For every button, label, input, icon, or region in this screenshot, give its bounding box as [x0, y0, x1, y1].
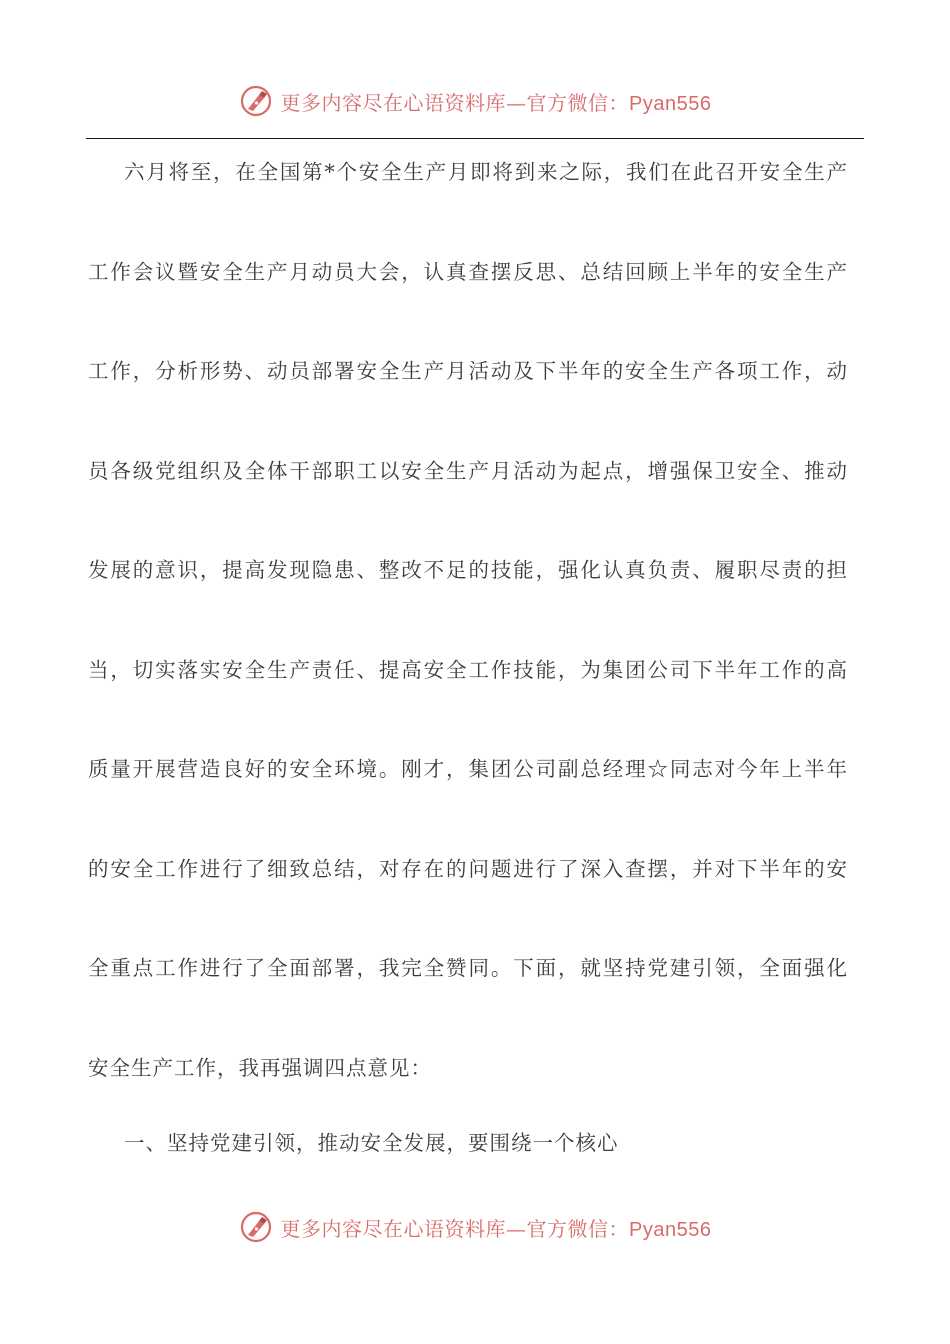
header-watermark — [0, 84, 950, 118]
watermark-text: 更多内容尽在心语资料库—官方微信：Pyan556 — [280, 1216, 712, 1241]
pen-nib-icon — [239, 1210, 273, 1244]
paragraph-line: 工作，分析形势、动员部署安全生产月活动及下半年的安全生产各项工作，动 — [88, 359, 848, 383]
paragraph-line: 质量开展营造良好的安全环境。刚才，集团公司副总经理☆同志对今年上半年 — [88, 757, 848, 781]
paragraph-line: 工作会议暨安全生产月动员大会，认真查摆反思、总结回顾上半年的安全生产 — [88, 259, 848, 284]
paragraph-line: 员各级党组织及全体干部职工以安全生产月活动为起点，增强保卫安全、推动 — [88, 458, 848, 483]
footer-watermark — [0, 1210, 950, 1244]
paragraph-line: 当，切实落实安全生产责任、提高安全工作技能，为集团公司下半年工作的高 — [88, 657, 848, 682]
watermark-text: 更多内容尽在心语资料库—官方微信：Pyan556 — [280, 90, 712, 115]
paragraph-line: 安全生产工作，我再强调四点意见： — [88, 1055, 432, 1080]
pen-nib-icon — [239, 84, 273, 118]
paragraph-line: 的安全工作进行了细致总结，对存在的问题进行了深入查摆，并对下半年的安 — [88, 856, 848, 881]
paragraph-line: 六月将至，在全国第*个安全生产月即将到来之际，我们在此召开安全生产 — [124, 160, 848, 184]
body-paragraph — [88, 142, 848, 1137]
paragraph-line: 发展的意识，提高发现隐患、整改不足的技能，强化认真负责、履职尽责的担 — [88, 558, 848, 582]
paragraph-line: 全重点工作进行了全面部署，我完全赞同。下面，就坚持党建引领，全面强化 — [88, 956, 848, 980]
section-heading: 一、坚持党建引领，推动安全发展，要围绕一个核心 — [124, 1131, 619, 1155]
header-divider — [86, 138, 864, 139]
